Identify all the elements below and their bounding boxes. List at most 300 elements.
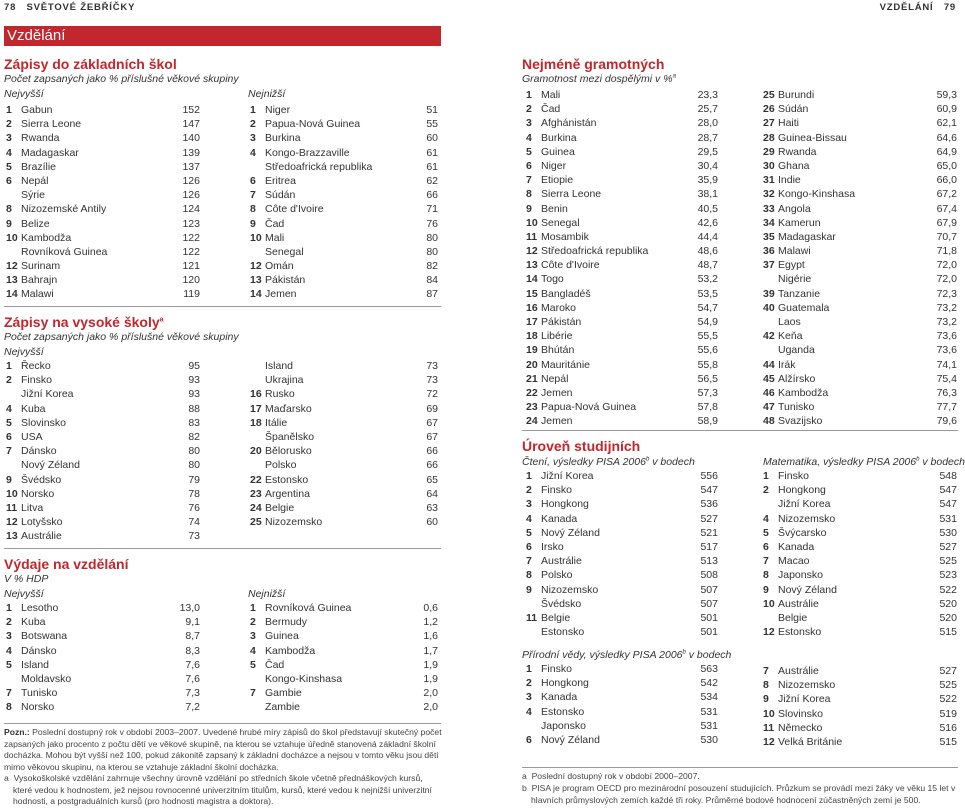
- list-item: [6, 373, 200, 387]
- rank-number: 10: [6, 231, 18, 244]
- list-item: [6, 473, 200, 487]
- value: 522: [939, 583, 957, 596]
- country-name: Čad: [265, 658, 285, 671]
- rank-number: 4: [526, 512, 532, 525]
- country-name: Středoafrická republika: [541, 245, 649, 258]
- rank-number: 3: [6, 630, 12, 643]
- value: 523: [939, 569, 957, 582]
- rank-number: 4: [526, 705, 532, 718]
- country-name: Jemen: [265, 288, 297, 301]
- list-item: [526, 719, 718, 733]
- list-item: [250, 359, 438, 373]
- value: 126: [182, 174, 200, 187]
- value: 58,9: [697, 415, 718, 428]
- list-item: [526, 202, 718, 216]
- rank-number: 10: [6, 487, 18, 500]
- rank-number: 3: [526, 691, 532, 704]
- value: 1,7: [423, 644, 438, 657]
- list-item: [763, 483, 957, 497]
- country-name: Slovinsko: [21, 416, 66, 429]
- list-item: [6, 686, 200, 700]
- spending-top-list: [6, 601, 200, 715]
- value: 527: [939, 540, 957, 553]
- rank-number: 2: [526, 484, 532, 497]
- value: 521: [700, 526, 718, 539]
- list-item: [763, 597, 957, 611]
- value: 82: [188, 430, 200, 443]
- country-name: Sýrie: [21, 189, 45, 202]
- list-item: [526, 526, 718, 540]
- country-name: Tanzanie: [778, 287, 821, 300]
- value: 60: [426, 516, 438, 529]
- country-name: Guatemala: [778, 301, 830, 314]
- list-item: [526, 676, 718, 690]
- country-name: Guinea: [541, 145, 575, 158]
- list-item: [763, 568, 957, 582]
- list-item: [526, 301, 718, 315]
- rank-number: 7: [250, 189, 256, 202]
- rank-number: 29: [763, 145, 775, 158]
- value: 64,9: [936, 145, 957, 158]
- country-name: Svazijsko: [778, 415, 823, 428]
- value: 119: [183, 288, 200, 301]
- list-item: [6, 458, 200, 472]
- country-name: Jižní Korea: [778, 693, 831, 706]
- country-name: Kambodža: [21, 231, 72, 244]
- rank-number: 4: [250, 146, 256, 159]
- country-name: Litva: [21, 501, 44, 514]
- country-name: Ukrajina: [265, 374, 304, 387]
- rank-number: 2: [6, 374, 12, 387]
- list-item: [250, 458, 438, 472]
- country-name: Mosambik: [541, 230, 589, 243]
- value: 1,9: [423, 672, 438, 685]
- rank-number: 42: [763, 330, 775, 343]
- value: 67: [426, 416, 438, 429]
- list-item: [763, 554, 957, 568]
- value: 534: [700, 691, 718, 704]
- rank-number: 6: [526, 733, 532, 746]
- value: 55,8: [697, 358, 718, 371]
- value: 542: [700, 677, 718, 690]
- list-item: [526, 116, 718, 130]
- rank-number: 6: [526, 540, 532, 553]
- list-item: [526, 690, 718, 704]
- country-name: Pákistán: [265, 274, 306, 287]
- value: 1,9: [423, 658, 438, 671]
- list-item: [526, 173, 718, 187]
- list-item: [763, 526, 957, 540]
- country-name: Kambodža: [778, 386, 829, 399]
- list-item: [6, 202, 200, 216]
- value: 152: [182, 104, 200, 116]
- country-name: Burundi: [778, 89, 815, 101]
- country-name: Jižní Korea: [541, 470, 594, 482]
- rank-number: 5: [526, 145, 532, 158]
- rank-number: 7: [6, 445, 12, 458]
- value: 53,5: [697, 287, 718, 300]
- value: 501: [700, 611, 718, 624]
- list-item: [763, 469, 957, 483]
- country-name: Etiopie: [541, 174, 574, 187]
- rank-number: 34: [763, 216, 775, 229]
- list-item: [526, 358, 718, 372]
- country-name: Estonsko: [541, 705, 585, 718]
- value: 48,6: [697, 245, 718, 258]
- country-name: Libérie: [541, 330, 573, 343]
- country-name: Švédsko: [541, 597, 582, 610]
- country-name: Omán: [265, 260, 294, 273]
- country-name: Polsko: [265, 459, 297, 472]
- country-name: Finsko: [21, 374, 52, 387]
- rank-number: 21: [526, 372, 538, 385]
- value: 527: [939, 665, 957, 677]
- country-name: Kuba: [21, 402, 46, 415]
- value: 44,4: [697, 230, 718, 243]
- rank-number: 25: [763, 89, 775, 101]
- country-name: Polsko: [541, 569, 573, 582]
- value: 62: [426, 174, 438, 187]
- rank-number: 1: [250, 602, 256, 614]
- value: 140: [182, 132, 200, 145]
- section-title: Vzdělání: [7, 27, 66, 44]
- primary-top-list: [6, 103, 200, 302]
- rank-number: 2: [250, 118, 256, 131]
- country-name: Japonsko: [541, 719, 586, 732]
- value: 82: [426, 260, 438, 273]
- country-name: Papua-Nová Guinea: [541, 401, 637, 414]
- list-item: [6, 658, 200, 672]
- country-name: Papua-Nová Guinea: [265, 118, 361, 131]
- value: 122: [182, 231, 200, 244]
- value: 8,3: [185, 644, 200, 657]
- rank-number: 1: [6, 104, 12, 116]
- list-item: [6, 131, 200, 145]
- country-name: Keňa: [778, 330, 803, 343]
- rank-number: 37: [763, 259, 775, 272]
- value: 563: [700, 663, 718, 675]
- list-item: [6, 387, 200, 401]
- rank-number: 23: [250, 487, 262, 500]
- list-item: [526, 102, 718, 116]
- list-item: [763, 329, 957, 343]
- country-name: Ghana: [778, 159, 810, 172]
- rank-number: 5: [6, 416, 12, 429]
- list-item: [6, 231, 200, 245]
- country-name: Nový Zéland: [541, 526, 600, 539]
- value: 515: [939, 735, 957, 748]
- country-name: Nový Zéland: [541, 733, 600, 746]
- value: 72,3: [936, 287, 957, 300]
- literacy-right-list: [763, 88, 957, 429]
- list-item: [6, 515, 200, 529]
- country-name: Bělorusko: [265, 445, 312, 458]
- list-item: [526, 611, 718, 625]
- list-item: [6, 629, 200, 643]
- value: 60: [426, 132, 438, 145]
- list-item: [763, 131, 957, 145]
- country-name: Austrálie: [778, 597, 819, 610]
- list-item: [250, 245, 438, 259]
- list-item: [250, 231, 438, 245]
- list-item: [526, 329, 718, 343]
- value: 67,4: [936, 202, 957, 215]
- value: 507: [700, 597, 718, 610]
- country-name: Madagaskar: [778, 230, 836, 243]
- value: 48,7: [697, 259, 718, 272]
- value: 147: [182, 118, 200, 131]
- value: 66,0: [936, 174, 957, 187]
- rank-number: 35: [763, 230, 775, 243]
- value: 73,2: [936, 316, 957, 328]
- rank-number: 14: [6, 288, 18, 301]
- value: 62,1: [936, 117, 957, 130]
- value: 7,6: [185, 658, 200, 671]
- rank-number: 8: [526, 569, 532, 582]
- value: 522: [939, 693, 957, 706]
- rank-number: 1: [250, 104, 256, 116]
- rank-number: 8: [526, 188, 532, 201]
- rank-number: 6: [763, 540, 769, 553]
- value: 79,6: [936, 415, 957, 428]
- country-name: Řecko: [21, 360, 51, 372]
- country-name: Jižní Korea: [778, 498, 831, 511]
- country-name: Angola: [778, 202, 811, 215]
- value: 536: [700, 498, 718, 511]
- list-item: [763, 625, 957, 639]
- country-name: Surinam: [21, 260, 61, 273]
- rank-number: 6: [6, 174, 12, 187]
- list-item: [526, 88, 718, 102]
- value: 1,2: [423, 616, 438, 629]
- rank-number: 2: [763, 484, 769, 497]
- rank-number: 17: [526, 316, 538, 328]
- country-name: Bahrajn: [21, 274, 58, 287]
- country-name: Rovníková Guinea: [265, 602, 352, 614]
- rank-number: 28: [763, 131, 775, 144]
- value: 8,7: [185, 630, 200, 643]
- list-item: [526, 625, 718, 639]
- country-name: Dánsko: [21, 644, 57, 657]
- rank-number: 19: [526, 344, 538, 357]
- list-item: [526, 554, 718, 568]
- rank-number: 4: [6, 644, 12, 657]
- value: 23,3: [697, 89, 718, 101]
- list-item: [526, 540, 718, 554]
- section-divider: [4, 548, 441, 549]
- tertiary-left-list: [6, 359, 200, 543]
- value: 53,2: [697, 273, 718, 286]
- list-item: [250, 700, 438, 714]
- value: 64: [426, 487, 438, 500]
- value: 122: [182, 245, 200, 258]
- list-item: [526, 244, 718, 258]
- value: 508: [700, 569, 718, 582]
- value: 520: [939, 611, 957, 624]
- list-item: [526, 705, 718, 719]
- rank-number: 2: [526, 103, 532, 116]
- list-item: [6, 287, 200, 301]
- list-item: [763, 315, 957, 329]
- value: 60,9: [936, 103, 957, 116]
- country-name: Mali: [265, 231, 285, 244]
- country-name: Hongkong: [778, 484, 826, 497]
- country-name: Čad: [541, 103, 561, 116]
- country-name: Nigérie: [778, 273, 812, 286]
- value: 84: [426, 274, 438, 287]
- list-item: [526, 287, 718, 301]
- value: 525: [939, 679, 957, 692]
- rank-number: 7: [763, 555, 769, 568]
- page-number-right: VZDĚLÁNÍ 79: [879, 2, 956, 13]
- rank-number: 9: [526, 202, 532, 215]
- rank-number: 20: [526, 358, 538, 371]
- list-item: [6, 700, 200, 714]
- value: 515: [939, 626, 957, 639]
- value: 73,2: [936, 301, 957, 314]
- rank-number: 5: [526, 526, 532, 539]
- list-item: [6, 444, 200, 458]
- rank-number: 1: [526, 470, 532, 482]
- tertiary-right-list: [250, 359, 438, 529]
- value: 124: [182, 203, 200, 216]
- list-item: [6, 487, 200, 501]
- value: 507: [700, 583, 718, 596]
- value: 65,0: [936, 159, 957, 172]
- country-name: Tunisko: [778, 401, 815, 414]
- primary-enrolment-title: Zápisy do základních škol: [4, 56, 177, 72]
- list-item: [250, 672, 438, 686]
- country-name: Austrálie: [541, 555, 582, 568]
- list-item: [6, 245, 200, 259]
- country-name: Senegal: [541, 216, 580, 229]
- rank-number: 46: [763, 386, 775, 399]
- rank-number: 3: [6, 132, 12, 145]
- literacy-title: Nejméně gramotných: [522, 56, 665, 72]
- list-item: [763, 88, 957, 102]
- list-item: [526, 131, 718, 145]
- list-item: [763, 159, 957, 173]
- country-name: Madagaskar: [21, 146, 79, 159]
- value: 530: [939, 526, 957, 539]
- list-item: [763, 272, 957, 286]
- country-name: Austrálie: [21, 530, 62, 543]
- country-name: Středoafrická republika: [265, 160, 373, 173]
- list-item: [763, 497, 957, 511]
- value: 61: [426, 146, 438, 159]
- value: 76: [188, 501, 200, 514]
- rank-number: 13: [6, 530, 18, 543]
- tertiary-top-label: Nejvyšší: [4, 346, 44, 358]
- rank-number: 14: [526, 273, 538, 286]
- country-name: USA: [21, 430, 43, 443]
- list-item: [250, 473, 438, 487]
- value: 54,9: [697, 316, 718, 328]
- list-item: [526, 568, 718, 582]
- list-item: [6, 644, 200, 658]
- value: 76: [426, 217, 438, 230]
- value: 80: [426, 231, 438, 244]
- rank-number: 39: [763, 287, 775, 300]
- country-name: Togo: [541, 273, 564, 286]
- list-item: [6, 615, 200, 629]
- country-name: Čad: [265, 217, 285, 230]
- list-item: [763, 343, 957, 357]
- rank-number: 40: [763, 301, 775, 314]
- list-item: [6, 402, 200, 416]
- country-name: Finsko: [778, 470, 809, 482]
- value: 67,2: [936, 188, 957, 201]
- list-item: [250, 430, 438, 444]
- list-item: [526, 230, 718, 244]
- value: 72,0: [936, 259, 957, 272]
- spending-bottom-label: Nejnižší: [248, 588, 286, 600]
- rank-number: 2: [6, 616, 12, 629]
- list-item: [6, 529, 200, 543]
- country-name: Belize: [21, 217, 50, 230]
- value: 73,6: [936, 344, 957, 357]
- rank-number: 13: [6, 274, 18, 287]
- page-number-left: 78 SVĚTOVÉ ŽEBŘÍČKY: [4, 2, 136, 13]
- rank-number: 4: [250, 644, 256, 657]
- list-item: [526, 512, 718, 526]
- list-item: [526, 733, 718, 747]
- country-name: Botswana: [21, 630, 68, 643]
- value: 126: [182, 189, 200, 202]
- value: 57,8: [697, 401, 718, 414]
- section-divider: [522, 767, 958, 768]
- rank-number: 7: [526, 555, 532, 568]
- country-name: Súdán: [265, 189, 296, 202]
- country-name: Velká Británie: [778, 735, 843, 748]
- tertiary-enrolment-subtitle: Počet zapsaných jako % příslušné věkové skupiny: [4, 331, 239, 343]
- rank-number: 9: [250, 217, 256, 230]
- value: 63: [426, 501, 438, 514]
- value: 55: [426, 118, 438, 131]
- country-name: Súdán: [778, 103, 809, 116]
- list-item: [763, 287, 957, 301]
- rank-number: 11: [526, 611, 538, 624]
- country-name: Macao: [778, 555, 810, 568]
- country-name: Bermudy: [265, 616, 308, 629]
- list-item: [526, 497, 718, 511]
- value: 123: [182, 217, 200, 230]
- list-item: [526, 187, 718, 201]
- rank-number: 25: [250, 516, 262, 529]
- value: 527: [700, 512, 718, 525]
- rank-number: 17: [250, 402, 262, 415]
- value: 56,5: [697, 372, 718, 385]
- rank-number: 4: [526, 131, 532, 144]
- list-item: [6, 160, 200, 174]
- country-name: Côte d'Ivoire: [541, 259, 600, 272]
- list-item: [6, 117, 200, 131]
- value: 9,1: [185, 616, 200, 629]
- country-name: Uganda: [778, 344, 815, 357]
- country-name: Nepál: [21, 174, 49, 187]
- rank-number: 12: [763, 735, 775, 748]
- country-name: Rwanda: [778, 145, 817, 158]
- value: 88: [188, 402, 200, 415]
- value: 28,7: [697, 131, 718, 144]
- country-name: Kamerun: [778, 216, 821, 229]
- country-name: Brazílie: [21, 160, 57, 173]
- country-name: Moldavsko: [21, 672, 72, 685]
- rank-number: 10: [763, 707, 775, 720]
- list-item: [250, 202, 438, 216]
- rank-number: 7: [250, 687, 256, 700]
- list-item: [250, 416, 438, 430]
